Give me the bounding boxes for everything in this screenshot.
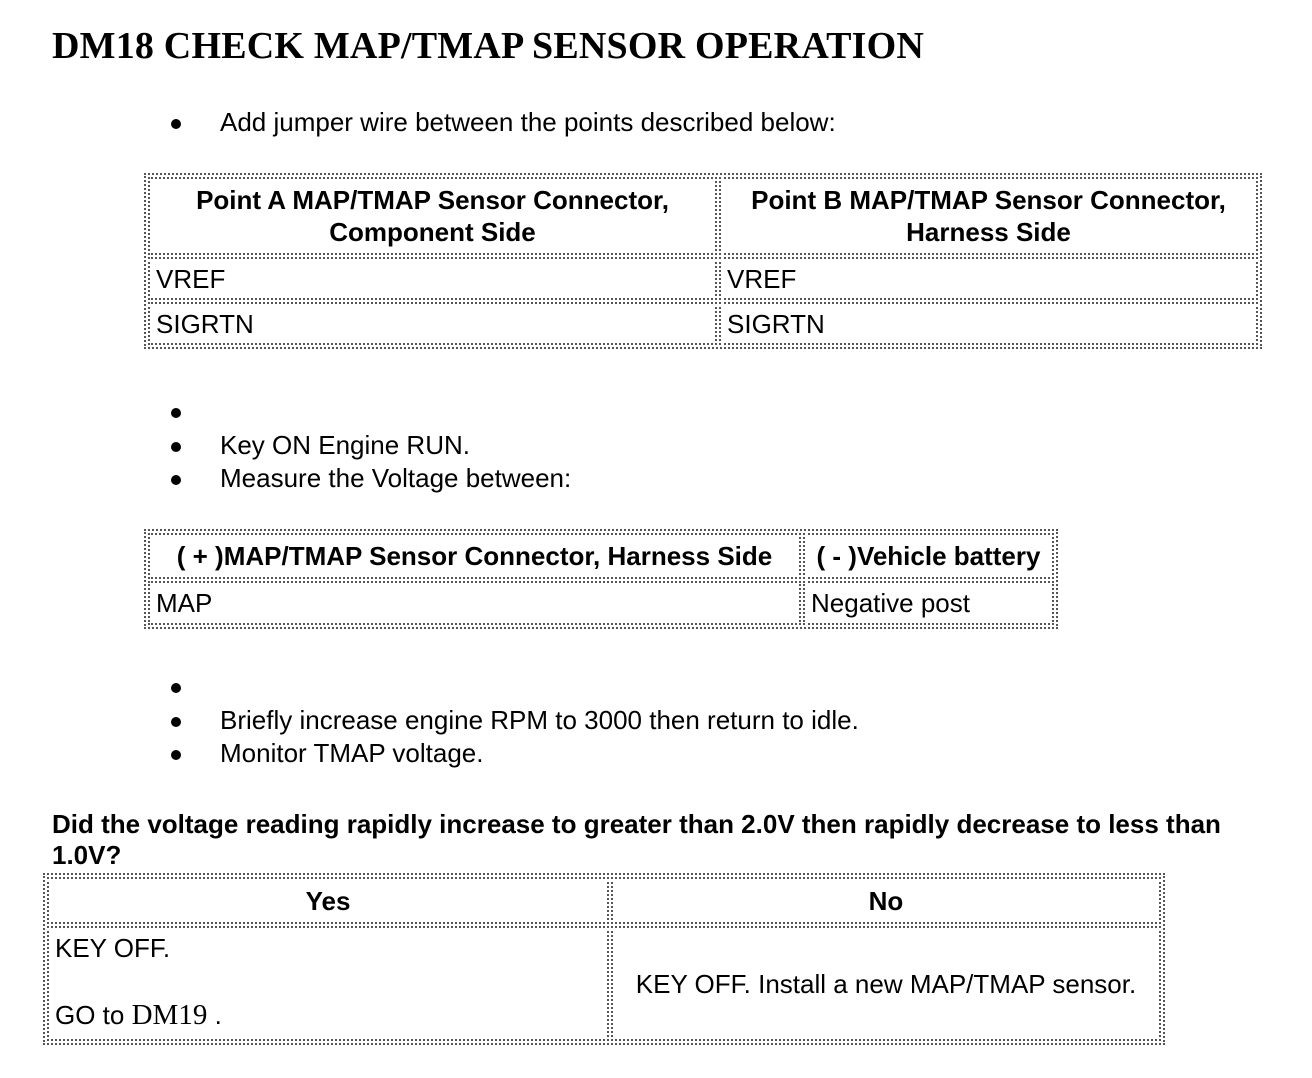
list-item: Add jumper wire between the points described below:: [168, 106, 836, 140]
list-item: [168, 395, 571, 429]
list-item: Measure the Voltage between:: [168, 462, 571, 496]
table-cell: VREF: [148, 257, 717, 300]
table-cell: MAP: [148, 581, 801, 625]
goto-line: [55, 999, 601, 1031]
answer-header-no: No: [611, 877, 1161, 924]
voltage-table: [144, 529, 1058, 629]
goto-prefix: GO to: [55, 1000, 125, 1030]
voltage-header-negative: ( - )Vehicle battery: [803, 533, 1054, 579]
voltage-header-positive: ( + )MAP/TMAP Sensor Connector, Harness Side: [148, 533, 801, 579]
goto-dm19-link[interactable]: DM19: [131, 999, 208, 1031]
step1-list: [168, 106, 836, 140]
table-row: [47, 926, 1161, 1041]
step2-list: [168, 395, 571, 496]
table-row: [148, 257, 1258, 300]
table-cell: VREF: [719, 257, 1258, 300]
jumper-header-point-a: Point A MAP/TMAP Sensor Connector, Component Side: [148, 177, 717, 255]
list-item: Key ON Engine RUN.: [168, 429, 571, 463]
list-item: Monitor TMAP voltage.: [168, 737, 859, 771]
table-cell: Negative post: [803, 581, 1054, 625]
yes-instruction: KEY OFF.: [55, 933, 171, 963]
step3-list: [168, 670, 859, 771]
list-item: Briefly increase engine RPM to 3000 then return to idle.: [168, 704, 859, 738]
table-cell: SIGRTN: [148, 302, 717, 345]
jumper-header-point-b: Point B MAP/TMAP Sensor Connector, Harness Side: [719, 177, 1258, 255]
answer-header-yes: Yes: [47, 877, 609, 924]
answer-no-cell: KEY OFF. Install a new MAP/TMAP sensor.: [611, 926, 1161, 1041]
table-cell: SIGRTN: [719, 302, 1258, 345]
answer-yes-cell: [47, 926, 609, 1041]
table-row: [148, 302, 1258, 345]
answer-table: [43, 873, 1165, 1045]
goto-suffix: .: [214, 1000, 222, 1030]
page-title: DM18 CHECK MAP/TMAP SENSOR OPERATION: [52, 25, 925, 67]
list-item: [168, 670, 859, 704]
decision-question: Did the voltage reading rapidly increase to greater than 2.0V then rapidly decrease to less than 1.0V?: [52, 809, 1221, 870]
table-row: [148, 581, 1054, 625]
jumper-table: [144, 173, 1262, 349]
